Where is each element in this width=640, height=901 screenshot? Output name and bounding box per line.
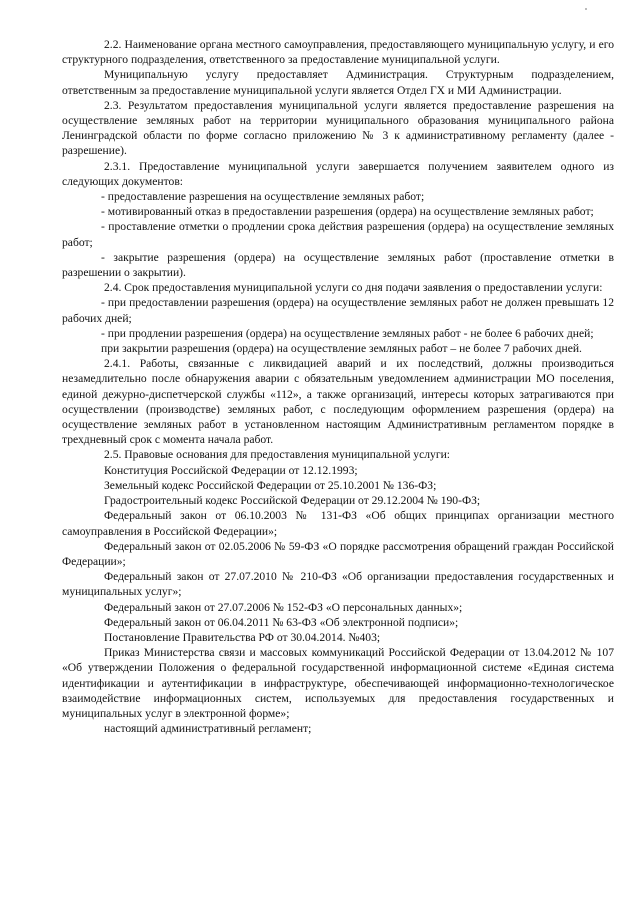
legal-item: Приказ Министерства связи и массовых коммуникаций Российской Федерации от 13.04.2012 № 107 «Об утверждении Положения о федеральной государственной информационной системе «Единая система идентификации и аутентификации в инфраструктуре, обеспечивающей информационно-технологическое взаимодействие информационных систем, используемых для предоставления государственных и муниципальных услуг в электронной форме»;: [62, 646, 614, 720]
list-item-refusal: - мотивированный отказ в предоставлении разрешения (ордера) на осуществление земляных работ;: [101, 205, 594, 219]
list-item-closure: - закрытие разрешения (ордера) на осуществление земляных работ (проставление отметки в разрешении о закрытии).: [62, 250, 614, 280]
section-2-3-result: 2.3. Результатом предоставления муниципальной услуги является предоставление разрешения на осуществление земляных работ на территории муниципального образования муниципального района Ленинградской области по форме согласно приложению № 3 к административному регламенту (далее - разрешение).: [62, 98, 614, 158]
legal-item: Постановление Правительства РФ от 30.04.2014. №403;: [104, 630, 381, 644]
section-2-4-term: 2.4. Срок предоставления муниципальной услуги со дня подачи заявления о предоставлении услуги:: [104, 281, 603, 295]
term-item-closure: при закрытии разрешения (ордера) на осуществление земляных работ – не более 7 рабочих дней.: [101, 342, 582, 356]
legal-item: Федеральный закон от 02.05.2006 № 59-ФЗ «О порядке рассмотрения обращений граждан Российской Федерации»;: [62, 539, 614, 568]
list-item-extension: - проставление отметки о продлении срока действия разрешения (ордера) на осуществление земляных работ;: [62, 220, 614, 249]
term-item-permit: - при предоставлении разрешения (ордера) на осуществление земляных работ не должен превышать 12 рабочих дней;: [62, 296, 614, 325]
list-item-permit: - предоставление разрешения на осуществление земляных работ;: [101, 190, 425, 204]
legal-item: Федеральный закон от 06.04.2011 № 63-ФЗ «Об электронной подписи»;: [104, 615, 459, 629]
term-item-extension: - при продлении разрешения (ордера) на осуществление земляных работ - не более 6 рабочих дней;: [101, 326, 594, 340]
document-body: [62, 37, 614, 736]
legal-item: Земельный кодекс Российской Федерации от 25.10.2001 № 136-ФЗ;: [104, 478, 437, 492]
section-2-5-legal-basis: 2.5. Правовые основания для предоставления муниципальной услуги:: [104, 448, 451, 462]
section-2-2-heading: 2.2. Наименование органа местного самоуправления, предоставляющего муниципальную услугу, и его структурного подразделения, ответственного за предоставление муниципальной услуги.: [62, 38, 614, 67]
scan-speck: [585, 8, 587, 10]
legal-item: Конституция Российской Федерации от 12.12.1993;: [104, 463, 358, 477]
legal-item: Федеральный закон от 06.10.2003 № 131-ФЗ «Об общих принципах организации местного самоуправления в Российской Федерации»;: [62, 509, 614, 538]
section-2-4-1-emergency: 2.4.1. Работы, связанные с ликвидацией аварий и их последствий, должны производиться незамедлительно после обнаружения аварии с обязательным уведомлением администрации МО поселения, единой дежурно-диспетчерской службы «112», а также организаций, интересы которых затрагиваются при осуществлении (производстве) земляных работ, с последующим оформлением разрешения (ордера) на осуществление земляных работ в установленном настоящим Административным регламентом порядке в трехдневный срок с момента начала работ.: [62, 357, 614, 447]
legal-item: Градостроительный кодекс Российской Федерации от 29.12.2004 № 190-ФЗ;: [104, 494, 481, 508]
legal-item: настоящий административный регламент;: [104, 722, 312, 736]
legal-item: Федеральный закон от 27.07.2006 № 152-ФЗ «О персональных данных»;: [104, 600, 463, 614]
provider-paragraph: Муниципальную услугу предоставляет Администрация. Структурным подразделением, ответственным за предоставление муниципальной услуги является Отдел ГХ и МИ Администрации.: [62, 68, 614, 97]
section-2-3-1-intro: 2.3.1. Предоставление муниципальной услуги завершается получением заявителем одного из следующих документов:: [62, 159, 614, 188]
legal-item: Федеральный закон от 27.07.2010 № 210-ФЗ «Об организации предоставления государственных и муниципальных услуг»;: [62, 570, 614, 599]
